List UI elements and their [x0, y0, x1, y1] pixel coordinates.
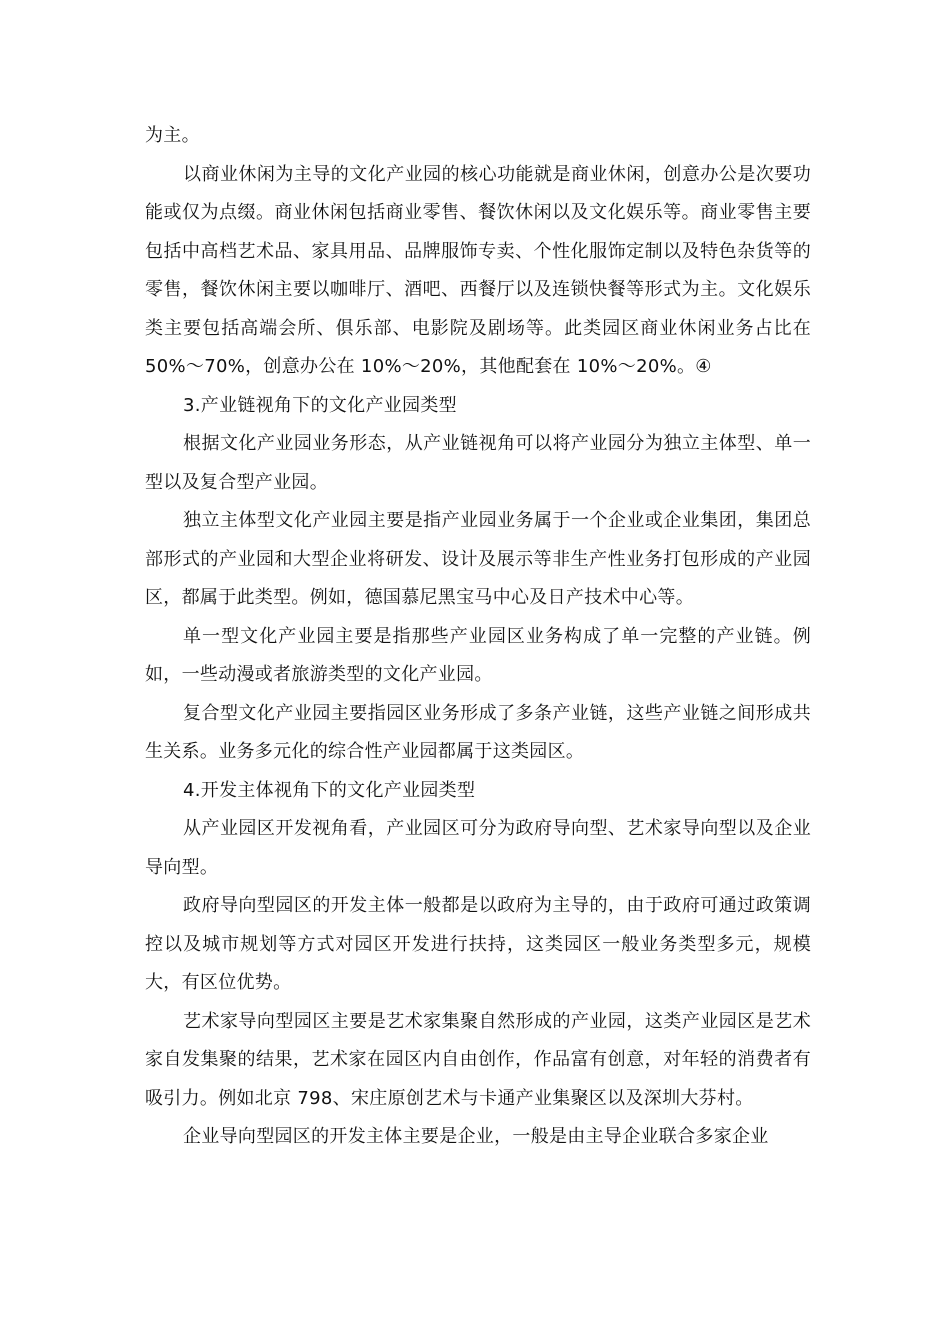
paragraph-10: 政府导向型园区的开发主体一般都是以政府为主导的，由于政府可通过政策调控以及城市规划等方式对园区开发进行扶持，这类园区一般业务类型多元，规模大，有区位优势。 [145, 895, 811, 993]
paragraph-9: 从产业园区开发视角看，产业园区可分为政府导向型、艺术家导向型以及企业导向型。 [145, 818, 811, 878]
paragraph-2: 以商业休闲为主导的文化产业园的核心功能就是商业休闲，创意办公是次要功能或仅为点缀。商业休闲包括商业零售、餐饮休闲以及文化娱乐等。商业零售主要包括中高档艺术品、家具用品、品牌服饰专卖、个性化服饰定制以及特色杂货等的零售，餐饮休闲主要以咖啡厅、酒吧、西餐厅以及连锁快餐等形式为主。文化娱乐类主要包括高端会所、俱乐部、电影院及剧场等。此类园区商业休闲业务占比在 50%～70%，创意办公在 10%～20%，其他配套在 10%～20%。④ [145, 163, 811, 377]
paragraph-6: 单一型文化产业园主要是指那些产业园区业务构成了单一完整的产业链。例如，一些动漫或者旅游类型的文化产业园。 [145, 625, 811, 685]
section-heading-3: 3.产业链视角下的文化产业园类型 [183, 394, 457, 416]
paragraph-7: 复合型文化产业园主要指园区业务形成了多条产业链，这些产业链之间形成共生关系。业务多元化的综合性产业园都属于这类园区。 [145, 702, 811, 762]
paragraph-11: 艺术家导向型园区主要是艺术家集聚自然形成的产业园，这类产业园区是艺术家自发集聚的结果，艺术家在园区内自由创作，作品富有创意，对年轻的消费者有吸引力。例如北京 798、宋庄原创艺术与卡通产业集聚区以及深圳大芬村。 [145, 1010, 811, 1109]
document-page [145, 117, 811, 1157]
paragraph-4: 根据文化产业园业务形态，从产业链视角可以将产业园分为独立主体型、单一型以及复合型产业园。 [145, 433, 811, 493]
section-heading-4: 4.开发主体视角下的文化产业园类型 [183, 779, 476, 801]
paragraph-5: 独立主体型文化产业园主要是指产业园业务属于一个企业或企业集团，集团总部形式的产业园和大型企业将研发、设计及展示等非生产性业务打包形成的产业园区，都属于此类型。例如，德国慕尼黑宝马中心及日产技术中心等。 [145, 510, 811, 608]
paragraph-1: 为主。 [145, 125, 200, 146]
paragraph-12: 企业导向型园区的开发主体主要是企业，一般是由主导企业联合多家企业 [183, 1126, 769, 1147]
